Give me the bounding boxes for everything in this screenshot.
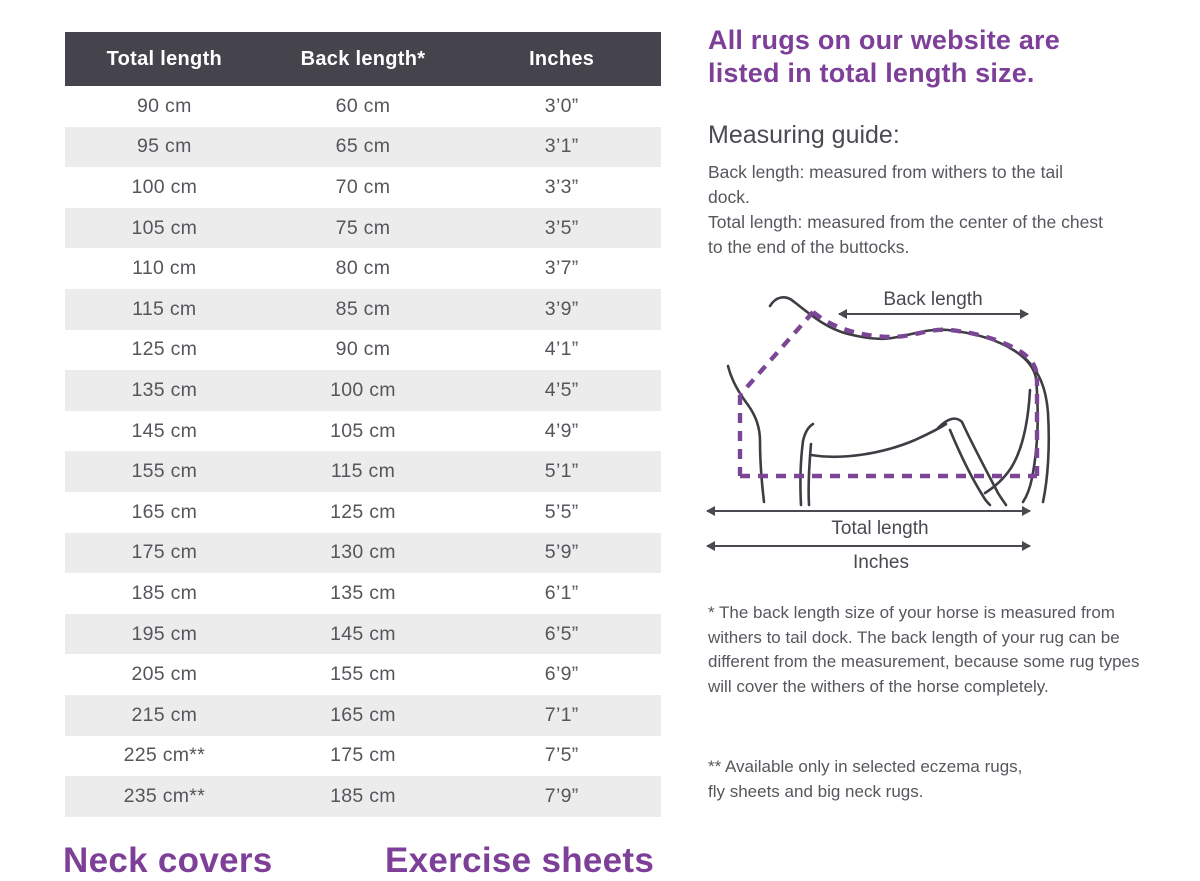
table-cell: 125 cm	[131, 338, 198, 361]
table-cell: 3’7”	[544, 257, 579, 280]
table-row	[65, 492, 661, 533]
table-cell: 130 cm	[330, 541, 396, 564]
table-row	[65, 248, 661, 289]
table-cell: 105 cm	[131, 216, 198, 239]
table-cell: 4’1”	[544, 338, 579, 361]
guide-back-length-text: Back length: measured from withers to the tail dock.	[708, 162, 1064, 207]
table-cell: 115 cm	[132, 297, 197, 320]
inches-label: Inches	[853, 552, 909, 573]
dimension-arrows	[707, 314, 1030, 546]
footnote-back-length: * The back length size of your horse is measured from withers to tail dock. The back length of your rug can be different from the measurement, because some rug types will cover the withers of the horse completely.	[708, 603, 1140, 696]
table-cell: 165 cm	[330, 703, 396, 726]
table-cell: 5’9”	[544, 541, 579, 564]
table-row	[65, 330, 661, 371]
table-cell: 70 cm	[335, 175, 391, 198]
table-cell: 110 cm	[132, 257, 197, 280]
table-cell: 85 cm	[335, 297, 391, 320]
size-table-header	[65, 32, 661, 86]
table-cell: 3’0”	[544, 94, 579, 117]
table-cell: 135 cm	[131, 378, 198, 401]
table-row	[65, 776, 661, 817]
table-cell: 90 cm	[335, 338, 391, 361]
table-row	[65, 411, 661, 452]
exercise-sheets-heading: Exercise sheets	[385, 841, 655, 880]
table-cell: 80 cm	[335, 257, 391, 280]
table-cell: 6’9”	[544, 663, 579, 686]
size-table-header-cell: Inches	[462, 32, 661, 86]
table-cell: 145 cm	[330, 622, 396, 645]
table-row	[65, 208, 661, 249]
table-cell: 105 cm	[330, 419, 396, 442]
guide-total-length-text: Total length: measured from the center of the chest to the end of the buttocks.	[708, 212, 1103, 257]
table-cell: 7’1”	[544, 703, 579, 726]
measuring-guide-text	[708, 160, 1104, 260]
measuring-guide-heading: Measuring guide:	[708, 121, 900, 149]
table-cell: 155 cm	[131, 460, 198, 483]
table-cell: 7’9”	[544, 784, 579, 807]
table-row	[65, 289, 661, 330]
table-cell: 4’5”	[544, 378, 579, 401]
table-row	[65, 127, 661, 168]
table-cell: 205 cm	[131, 663, 198, 686]
table-cell: 175 cm	[131, 541, 198, 564]
table-cell: 75 cm	[335, 216, 391, 239]
table-cell: 100 cm	[131, 175, 198, 198]
size-table-header-row	[65, 32, 661, 86]
size-table	[65, 32, 661, 817]
table-cell: 3’1”	[544, 135, 579, 158]
table-cell: 7’5”	[544, 744, 579, 767]
table-cell: 185 cm	[131, 581, 198, 604]
table-cell: 125 cm	[330, 500, 396, 523]
table-cell: 175 cm	[330, 744, 396, 767]
table-row	[65, 533, 661, 574]
table-row	[65, 167, 661, 208]
table-cell: 235 cm**	[123, 784, 206, 807]
table-row	[65, 86, 661, 127]
measuring-diagram	[700, 278, 1060, 578]
table-cell: 215 cm	[131, 703, 198, 726]
table-cell: 6’5”	[544, 622, 579, 645]
table-row	[65, 654, 661, 695]
table-row	[65, 370, 661, 411]
table-cell: 60 cm	[335, 94, 391, 117]
table-cell: 3’3”	[544, 175, 579, 198]
table-cell: 90 cm	[137, 94, 192, 117]
footnote-availability-line2: fly sheets and big neck rugs.	[708, 781, 924, 801]
table-cell: 155 cm	[330, 663, 396, 686]
table-cell: 145 cm	[131, 419, 198, 442]
table-row	[65, 695, 661, 736]
table-cell: 4’9”	[544, 419, 579, 442]
table-cell: 185 cm	[330, 784, 396, 807]
table-row	[65, 736, 661, 777]
table-cell: 95 cm	[137, 135, 192, 158]
size-table-body	[65, 86, 661, 817]
table-cell: 6’1”	[544, 581, 579, 604]
footnote-availability	[708, 755, 1150, 804]
neck-covers-heading: Neck covers	[63, 841, 273, 880]
table-row	[65, 573, 661, 614]
table-cell: 5’1”	[544, 460, 579, 483]
table-cell: 5’5”	[544, 500, 579, 523]
table-cell: 165 cm	[131, 500, 198, 523]
table-row	[65, 451, 661, 492]
size-table-header-cell: Back length*	[264, 32, 463, 86]
size-table-header-cell: Total length	[65, 32, 264, 86]
total-length-label: Total length	[831, 518, 929, 539]
intro-heading: All rugs on our website are listed in total length size.	[708, 25, 1060, 88]
back-length-label: Back length	[883, 289, 983, 310]
rug-dashed-outline	[740, 312, 1037, 476]
table-cell: 195 cm	[131, 622, 198, 645]
table-cell: 115 cm	[330, 460, 396, 483]
table-cell: 3’9”	[544, 297, 579, 320]
table-cell: 100 cm	[330, 378, 396, 401]
table-cell: 3’5”	[544, 216, 579, 239]
footnote-availability-line1: ** Available only in selected eczema rugs,	[708, 757, 1023, 776]
table-row	[65, 614, 661, 655]
table-cell: 135 cm	[330, 581, 396, 604]
table-cell: 65 cm	[335, 135, 391, 158]
table-cell: 225 cm**	[123, 744, 206, 767]
